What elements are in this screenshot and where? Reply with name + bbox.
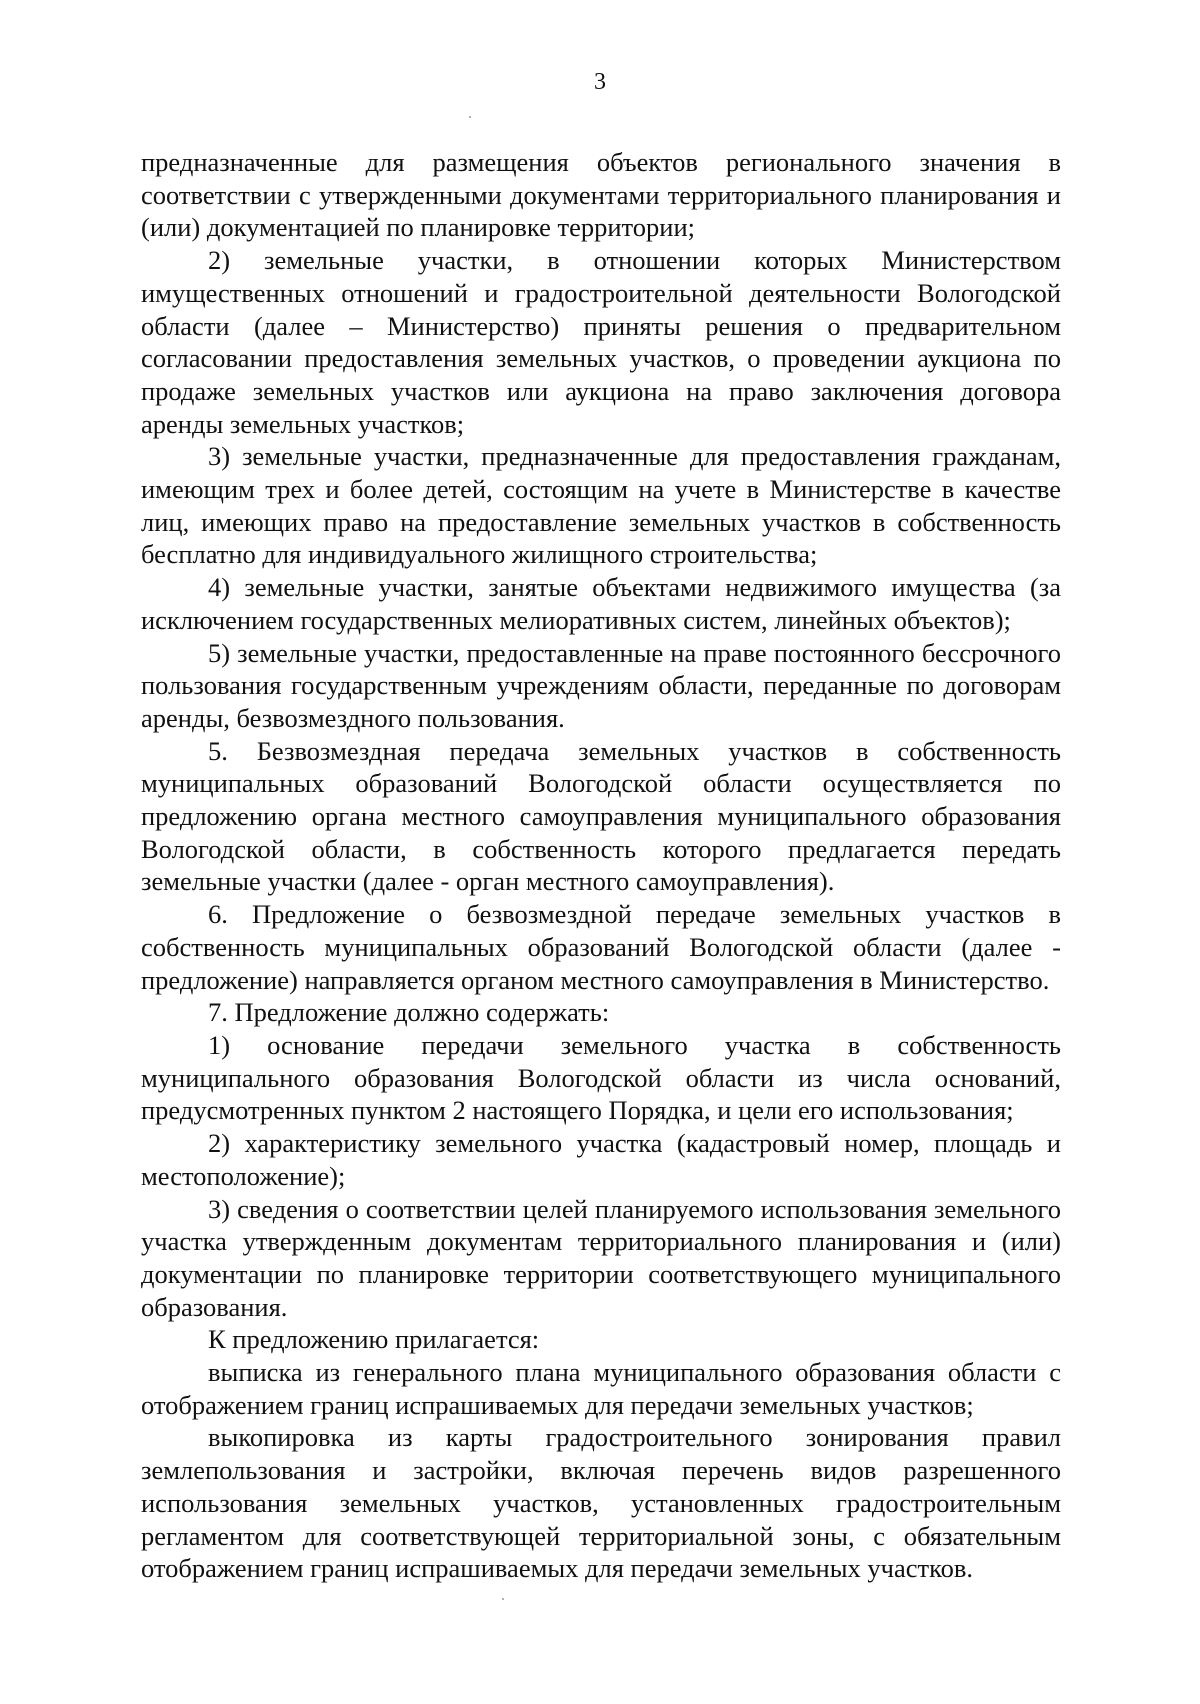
paragraph-item-2: 2) земельные участки, в отношении которых Министерством имущественных отношений и градостроительной деятельности Вологодской области (далее – Министерство) приняты решения о предварительном согласовании предоставления земельных участков, о проведении аукциона по продаже земельных участков или аукциона на право заключения договора аренды земельных участков; <box>141 245 1061 439</box>
paragraph-item-5: 5) земельные участки, предоставленные на праве постоянного бессрочного пользования государственным учреждениям области, переданные по договорам аренды, безвозмездного пользования. <box>141 637 1061 733</box>
scan-artifact <box>469 116 471 118</box>
paragraph-attachments-heading: К предложению прилагается: <box>208 1324 540 1355</box>
paragraph-attachment-zoning-map: выкопировка из карты градостроительного зонирования правил землепользования и застройки, включая перечень видов разрешенного использования земельных участков, установленных градостроительным регламентом для соответствующей территориальной зоны, с обязательным отображением границ испрашиваемых для передачи земельных участков. <box>141 1422 1061 1584</box>
paragraph-item-4: 4) земельные участки, занятые объектами недвижимого имущества (за исключением государственных мелиоративных систем, линейных объектов); <box>141 572 1061 635</box>
paragraph-item-3: 3) земельные участки, предназначенные для предоставления гражданам, имеющим трех и более детей, состоящим на учете в Министерстве в качестве лиц, имеющих право на предоставление земельных участков в собственность бесплатно для индивидуального жилищного строительства; <box>141 441 1061 570</box>
paragraph-clause-7-item-2: 2) характеристику земельного участка (кадастровый номер, площадь и местоположение); <box>141 1128 1061 1191</box>
paragraph-clause-7: 7. Предложение должно содержать: <box>208 997 610 1028</box>
document-body <box>141 146 1061 1585</box>
paragraph-clause-5: 5. Безвозмездная передача земельных участков в собственность муниципальных образований Вологодской области осуществляется по предложению органа местного самоуправления муниципального образования Вологодской области, в собственность которого предлагается передать земельные участки (далее - орган местного самоуправления). <box>141 735 1061 897</box>
page-number: 3 <box>594 69 606 95</box>
paragraph-clause-7-item-3: 3) сведения о соответствии целей планируемого использования земельного участка утвержденным документам территориального планирования и (или) документации по планировке территории соответствующего муниципального образования. <box>141 1193 1061 1322</box>
paragraph-clause-7-item-1: 1) основание передачи земельного участка в собственность муниципального образования Вологодской области из числа оснований, предусмотренных пунктом 2 настоящего Порядка, и цели его использования; <box>141 1029 1061 1126</box>
paragraph-attachment-general-plan: выписка из генерального плана муниципального образования области с отображением границ испрашиваемых для передачи земельных участков; <box>141 1357 1061 1420</box>
scan-artifact <box>502 1598 504 1600</box>
paragraph-continuation: предназначенные для размещения объектов регионального значения в соответствии с утвержденными документами территориального планирования и (или) документацией по планировке территории; <box>141 147 1061 243</box>
paragraph-clause-6: 6. Предложение о безвозмездной передаче земельных участков в собственность муниципальных образований Вологодской области (далее - предложение) направляется органом местного самоуправления в Министерство. <box>141 899 1061 995</box>
